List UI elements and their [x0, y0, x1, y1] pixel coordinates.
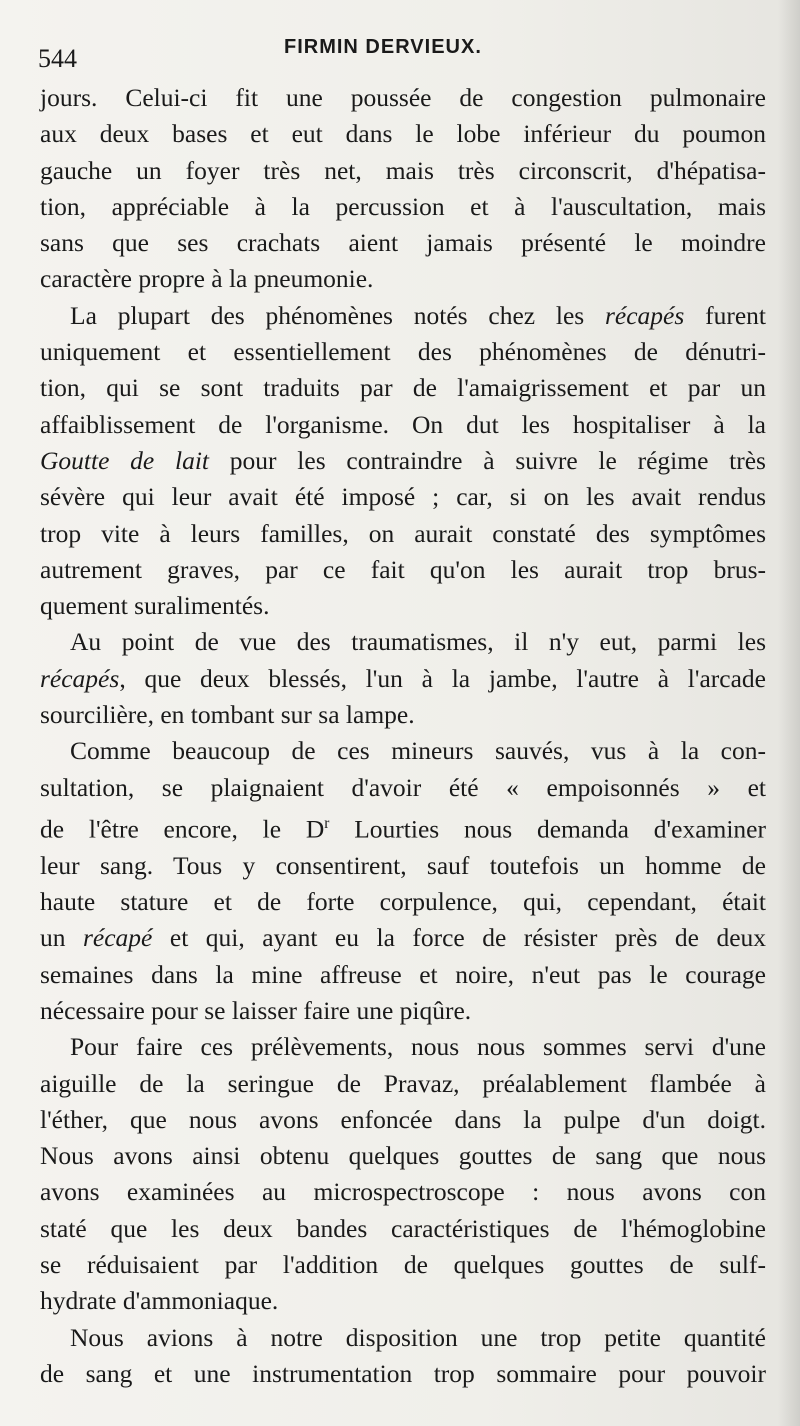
paragraph	[40, 733, 766, 1029]
text-line: Pour faire ces prélèvements, nous nous sommes servi d'une	[70, 1032, 766, 1062]
text-line: Comme beaucoup de ces mineurs sauvés, vus à la con-	[70, 736, 766, 766]
text-line: de l'être encore, le $D^r$ Lourties nous demanda d'examiner	[40, 814, 766, 844]
text-line: La plupart des phénomènes notés chez les récapés furent	[70, 300, 766, 330]
text-line: de sang et une instrumentation trop sommaire pour pouvoir	[40, 1358, 766, 1388]
paragraph	[40, 80, 766, 298]
text-line: gauche un foyer très net, mais très circonscrit, d'hépatisa-	[40, 155, 766, 185]
text-line: récapés, que deux blessés, l'un à la jambe, l'autre à l'arcade	[40, 663, 766, 693]
text-line: jours. Celui-ci fit une poussée de congestion pulmonaire	[40, 83, 766, 112]
paragraph	[40, 1320, 766, 1393]
text-line: Goutte de lait pour les contraindre à suivre le régime très	[40, 445, 766, 475]
running-head: FIRMIN DERVIEUX.	[284, 36, 482, 58]
page-number: 544	[38, 44, 77, 73]
paragraph	[40, 1029, 766, 1319]
text-line: l'éther, que nous avons enfoncée dans la pulpe d'un doigt.	[40, 1104, 766, 1134]
page-header	[38, 36, 760, 76]
text-line: Nous avons ainsi obtenu quelques gouttes de sang que nous	[40, 1141, 766, 1171]
text-line: semaines dans la mine affreuse et noire, n'eut pas le courage	[40, 959, 766, 989]
body-text	[40, 80, 766, 1392]
text-line: aux deux bases et eut dans le lobe inférieur du poumon	[40, 119, 766, 149]
paragraph	[40, 298, 766, 625]
text-line: Nous avions à notre disposition une trop petite quantité	[70, 1322, 766, 1352]
text-line: affaiblissement de l'organisme. On dut les hospitaliser à la	[40, 409, 766, 439]
text-line: hydrate d'ammoniaque.	[40, 1286, 279, 1316]
text-line: caractère propre à la pneumonie.	[40, 264, 374, 294]
text-line: Au point de vue des traumatismes, il n'y eut, parmi les	[70, 627, 766, 657]
text-line: sans que ses crachats aient jamais présenté le moindre	[40, 228, 766, 258]
text-line: un récapé et qui, ayant eu la force de résister près de deux	[40, 923, 767, 953]
text-line: sultation, se plaignaient d'avoir été « empoisonnés » et	[40, 772, 766, 802]
text-line: trop vite à leurs familles, on aurait constaté des symptômes	[40, 518, 766, 548]
text-line: staté que les deux bandes caractéristiques de l'hémoglobine	[40, 1213, 766, 1243]
text-line: quement suralimentés.	[40, 591, 270, 621]
text-line: tion, appréciable à la percussion et à l'auscultation, mais	[40, 191, 766, 221]
text-line: sévère qui leur avait été imposé ; car, si on les avait rendus	[40, 482, 766, 512]
text-line: tion, qui se sont traduits par de l'amaigrissement et par un	[40, 373, 766, 403]
text-line: nécessaire pour se laisser faire une piqûre.	[40, 995, 472, 1025]
text-line: autrement graves, par ce fait qu'on les aurait trop brus-	[40, 554, 766, 584]
text-line: uniquement et essentiellement des phénomènes de dénutri-	[40, 337, 766, 367]
paragraph	[40, 624, 766, 733]
text-line: avons examinées au microspectroscope : nous avons con	[40, 1177, 766, 1207]
text-line: sourcilière, en tombant sur sa lampe.	[40, 700, 415, 730]
text-line: leur sang. Tous y consentirent, sauf toutefois un homme de	[40, 850, 766, 880]
text-line: haute stature et de forte corpulence, qui, cependant, était	[40, 887, 766, 917]
text-line: aiguille de la seringue de Pravaz, préalablement flambée à	[40, 1068, 766, 1098]
text-line: se réduisaient par l'addition de quelques gouttes de sulf-	[40, 1250, 766, 1279]
